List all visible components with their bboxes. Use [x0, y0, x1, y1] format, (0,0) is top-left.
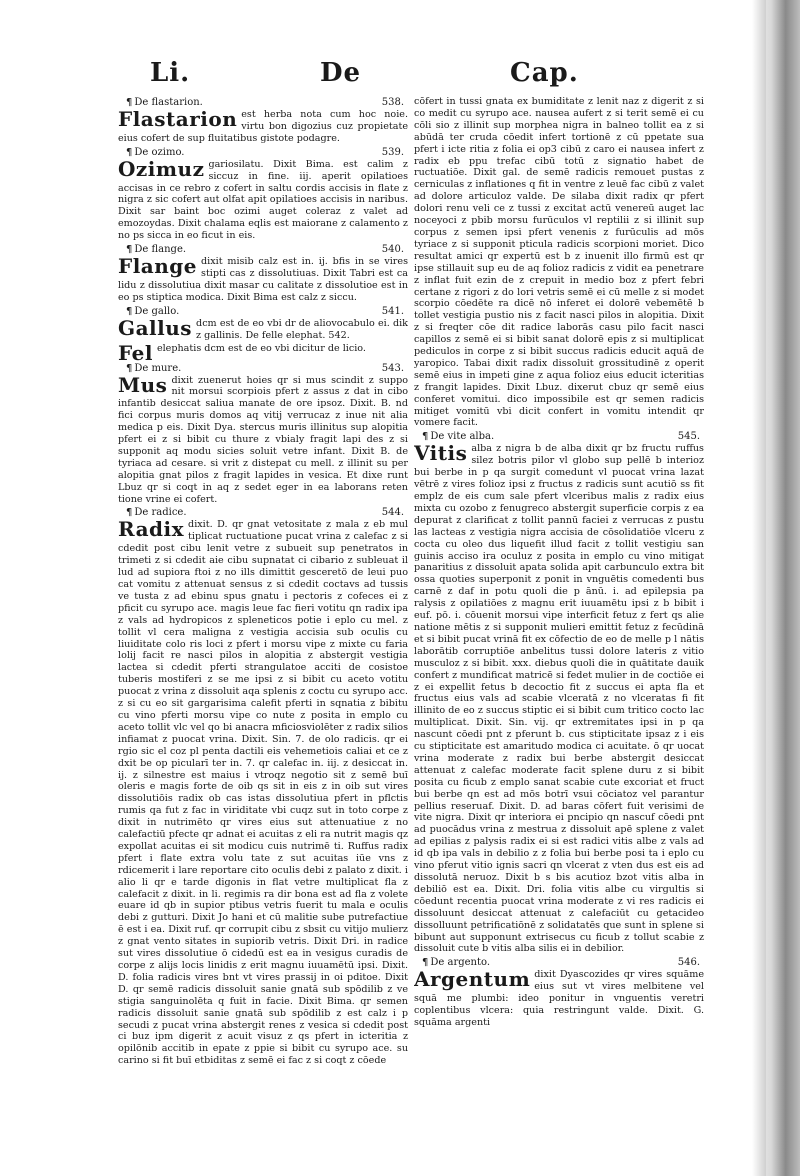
- entry-body-text: alba z nigra b de alba dixit qr bz fructu ruffus silez botris pilor vl globo sup pellē b interioz bui berbe in p qa surgit comedunt vl puocat vrina lazat vētrē z vires folioz ipsi z fructus z radicis sunt acutiō ss fit emplz de eis cum sale pfert vlceribus malis z radix eius mixta cu ozobo z fenugreco abstergit superficie corpis z ea depurat z clarificat z tollit pannū faciei z verrucas z pustu las lacteas z vestigia nigra accisia de cōsolidatiōe vlceru z cocta cu oleo dus liquefit illud facit z tollit vestigiu san guinis acciso ira oculuz z posita in emplo cu vino mitigat panaritius z dissoluit apata solida apit carbunculo extra bit ossa quoties superponit z ponit in vnguētis comedenti bus carnē z daf in potu quoli die p ānū. i. ad epilepsia pa ralysis z opilatiōes z magnu erit iuuamētu ipsi z b bibit i euf. pō. i. cōuenit morsui vipe interficit fetuz z fert qs alie natione mētis z si supponit mulieri emittit fetuz z fecūdinā et si bibit pucat vrinā fit ex cōfectio de eo de melle p l nātis laborātib corruptiōe anbelitus tussi dolore lateris z vitio musculoz z si bibit. xxx. diebus quoli die in quātitate dauik confert z mundificat matricē si fedet mulier in de coctiōe ei z ei expellit fetus b decoctio fit z succus ei apta fla et fructus eius vals ad scabie vlceratā z no vlceratas fi fit illinito de eo z succus stiptic ei si bibit cum tritico cocto lac multiplicat. Dixit. Sin. vij. qr extremitates ipsi in p qa nascunt cōedi pnt z pferunt b. cus stipticitate ipsaz z i eis cu stipticitate est amaritudo modica ci acuitate. ō qr uocat vrina moderate z radix bui berbe abstergit desiccat attenuat z calefac moderate facit splene duru z si bibit posita cu ficub z emplo sanat scabie cute excoriat et fruct bui berbe qn est ad mōs botrī vsui cōciatoz vel parantur pellius reseruaf. Dixit. D. ad baras cōfert fuit verisimi de vite nigra. Dixit qr interiora ei pncipio qn nascuf cōedi pnt ad puocādus vrina z mestrua z dissoluit apē splene z valet ad epilias z palysis radix ei si est radici vitis albe z vals ad id qb ipa vals in debilio z z folia bui berbe posi ta i eplo cu vino pferut vitio ignis sacri qn vlcerat z vten dus est eis ad dissolutā neruoz. Dixit b s bis acutioz bzot vitis alba in debiliō est ea. Dixit. Dri. folia vitis albe cu virgultis si cōedunt recentia puocat vrina moderate z vi res radicis ei dissoluunt desiccat attenuat z calefaciūt cu getacideo dissolluunt petrificatiōnē z solidatatēs que sunt in splene si bibunt aut supponunt extrisecus cu ficub z tollut scabie z dissoluit cute b vitis alba silis ei in debilior.: [414, 443, 704, 955]
- pilcrow-icon: ¶: [126, 146, 133, 158]
- entry-number: 538.: [381, 97, 404, 108]
- entry-heading: [118, 146, 408, 159]
- pilcrow-icon: ¶: [422, 431, 429, 443]
- entry-heading: [414, 956, 704, 969]
- entry-headword: Vitis: [414, 443, 468, 466]
- entry-number: 541.: [381, 305, 404, 317]
- entry-heading-label: ¶ De mure.: [126, 362, 182, 374]
- entry-body-text: dixit zuenerut hoies qr si mus scindit z suppo nit morsui scorpiois pfert z assus z dat in cibo infantib desiccat saliua manate de ore ipsoz. Dixit. B. nd fici corpus muris domos aq vitij verrucaz z inue nit alia medica p eis. Dixit Dya. stercus muris illinitus sup alopitia pfert ei z si bibit cu thure z vbialy fragit lapi des z si supponit aq modu sicies soluit vetre infant. Dixit B. de tyriaca ad cesare. si vrit z distepat cu mell. z illinit su per alopitia gnat pilos z fragit lapides in vesica. Et dixe runt Lbuz qr si coqt in aq z sedet eger in ea laborans reten tione vrine ei cofert.: [118, 374, 408, 505]
- entry-paragraph: [118, 375, 408, 506]
- entry-heading: [118, 243, 408, 256]
- entry-paragraph: [118, 519, 408, 1067]
- entry-heading: [118, 362, 408, 375]
- entry-heading-label: ¶ De flastarion.: [126, 97, 203, 108]
- running-head-de: De: [320, 58, 362, 88]
- pilcrow-icon: ¶: [126, 305, 133, 317]
- entry-headword: Flastarion: [118, 109, 238, 131]
- entry-paragraph: [414, 969, 704, 1029]
- entry-heading-label: ¶ De flange.: [126, 244, 187, 256]
- entry-paragraph: [118, 318, 408, 342]
- entry-body-text: dcm est de eo vbi dr de aliovocabulo ei. dik z gallinis. De felle elephat. 542.: [196, 317, 408, 341]
- entry-number: 540.: [381, 244, 404, 256]
- entry-body-text: cōfert in tussi gnata ex bumiditate z lenit naz z digerit z si co medit cu syrupo ace. nausea aufert z si terit semē ei cu cōli sio z illinit sup morphea nigra in balneo tollit ea z si abūdā ter cruda cōedit infert tortionē z cū ppetate sua pfert i icte ritia z folia ei op3 cibū z caro ei nausea infert z radix eb ppu trefac cibū totū z signatio habet de ructuatiōe. Dixit gal. de semē radicis remouet pustas z cerniculas z inflationes q fit in ventre z leuē fac cibū z valet ad dolore articuloz valde. De silaba dixit radix qr pfert dolori renu veli ce z tussi z excitat actū venereū auget lac noceyoci z pbib morsu furūculos vl reptilii z si illinit sup corpus z semen ipsi pfert venenis z furūculis ad mōs tyriace z si supponit pticula radicis scorpioni moriet. Dico resultat amici qr expertū est b z inuenit illo firmū est qr ipse stillauit sup eu de aq folioz radicis z vidit ea penetrare z inflat fuit ezin de z crepuit in medio boz z pfert febri certane z rigori z do lori vetris semē ei cū melle z si modet scorpio cōedēte ra dicē nō inferet ei dolorē vebemētē b tollet vestigia pustio nis z facit nasci pilos in alopitia. Dixit z si freqter cōe dit radice laborās casu pilo facit nasci capillos z semē ei si bibit sanat dolorē epis z si multiplicat pediculos in corpe z si bibit succus radicis educit aquā de yaropico. Tabai dixit radix dissoluit grossitudinē z operit semē eius in impeti gine z aqua folioz eius educit icteritias z frangit lapides. Dixit Lbuz. dixerut cbuz qr semē eius conferet vomitui. dico impossibile est qr semen radicis mitiget vomitū vbi dicit confert in vomitu intendit qr vomere facit.: [414, 96, 704, 429]
- entry-heading-label: ¶ De gallo.: [126, 305, 180, 317]
- entry-paragraph: [118, 109, 408, 145]
- entry-body-text: dixit Dyascozides qr vires squāme eius sut vt vires melbitene vel squā me plumbi: ideo ponitur in vnguentis veretri coplentibus vlcera: quia restringunt valde. Dixit. G. squāma argenti: [414, 969, 704, 1028]
- left-text-column: [118, 96, 408, 1068]
- entry-headword: Flange: [118, 256, 198, 279]
- entry-headword: Fel: [118, 342, 153, 361]
- entry-headword: Ozimuz: [118, 158, 205, 181]
- entry-body-text: dixit misib calz est in. ij. bfis in se vires stipti cas z dissolutiuas. Dixit Tabri est ca lidu z dissolutiua dixit masar cu calitate z dissolutioe est in eo ps stiptica modica. Dixit Bima est calz z siccu.: [118, 256, 408, 303]
- entry-paragraph: [414, 96, 704, 429]
- entry-heading: [414, 430, 704, 443]
- entry-number: 543.: [381, 362, 404, 374]
- page-edge-shadow: [752, 0, 800, 1176]
- running-head: [150, 58, 590, 92]
- entry-paragraph: [118, 256, 408, 304]
- entry-body-text: dixit. D. qr gnat vetositate z mala z eb mul tiplicat ructuatione pucat vrina z calefac z si cdedit post cibu lenit vetre z subueit sup penetratos in trimeti z si cdedit aie cibu supnatat ci cibario z subleuat il lud ad supiora ftoi z no ills dimittit gesceretö de leui puo cat vomitu z attenuat sensus z si cdedit coctavs ad tussis ve tusta z ad ebinu spus gnatu i pectoris z cofeces ei z pficit cu syrupo ace. magis leue fac fieri votitu qn radix ipa z vals ad hydropicos z spleneticos potie i eplo cu mel. z tollit vl cera maligna z vestigia accisia sub oculis cu liuiditate colo ris loci z pfert i morsu vipe z mixte cu faria lolij facit re nasci pilos in alopitia z abstergit vestigia lactea si cdedit pferti strangulatoe acciti de cosistoe tuberis mostiferi z se me ipsi z si bibit cu aceto votitu puocat z vrina z dissoluit aqa splenis z coctu cu syrupo acc. z si cu eo sit gargarisima calefit pferti in sqnatia z bibitu cu vino pferti morsu vipe co nute z posita in emplo cu aceto tollit vlc vel qo bi anacra mficiosviolēter z radix silios infiamat z puocat vrina. Dixit. Sin. 7. de olo radicis. qr ei rgio sic el coz pl penta dactili eis vehemetiois caliai et ce z dxit be op picularī ter in. 7. qr calefac in. iij. z desiccat in. ij. z silnestre est maius i vtroqz negotio sit z semē buī oleris e magis forte de oib qs sit in eis z in oib sut vires dissolutiōis radix ob cas istas dissolutiua pfert in pflctis rumis qa fut z fac in viriditate vbi cuqz sut in toto corpe z dixit in nutrimēto qr vires eius sut attenuatiue z no calefactiū pfecte qr adnat ei acuitas z eli ra nutrit magis qz expollat acuitas ei sit modicu cuis nutrimē ti. Ruffus radix pfert i flate extra volu tate z sut acuitas iūe vns z rdicemerit i lare reportare cito oculis debi z palato z dixit. i alio li qr e tarde digonis in flat vetre multiplicat fla z calefacit z dixit. in li. regimis ra dir bona est ad fla z volete euare id qb in supior ptibus vetris fuerit tu mala e oculis debi z gutturi. Dixit Jo hani et cū malitie sube putrefactiue ē est i ea. Dixit ruf. qr corrupit cibu z sbsit cu vitijo mulierz z gnat vento sitates in supiorib vetris. Dixit Dri. in radice sut vires dissolutiue ō cidedū est ea in vesigus curadis de corpe z alijs locis linidis z erit magnu iuuamētū ipsi. Dixit. D. folia radicis vires bnt vt vires prassij in oi pditoe. Dixit D. qr semē radicis dissoluit sanie gnatā sub spōdilib z ve stigia sanguinolēta q fuit in facie. Dixit Bima. qr semen radicis dissoluit sanie gnatā sub spōdilib z est calz i p secudi z pucat vrina abstergit renes z vesica si cdedit post ci buz ipm digerit z acuit visuz z qs pfert in icteritia z opilōnib accitib in epate z ppie si bibit cu syrupo ace. su carino si fit buī etbiditas z semē ei fac z si coqt z cōede: [118, 519, 408, 1067]
- entry-number: 546.: [677, 957, 700, 969]
- entry-paragraph: [118, 343, 408, 361]
- entry-number: 539.: [381, 146, 404, 158]
- pilcrow-icon: ¶: [126, 362, 133, 374]
- entry-body-text: gariosilatu. Dixit Bima. est calim z siccuz in fine. iij. aperit opilatioes accisas in ce rebro z cofert in saltu cordis accisis in flate z nigra z sic cofert aut olfat apit opilatioes accisis in naribus. Dixit sar baint boc ozimi auget coleraz z valet ad emozoydas. Dixit chalama eqlis est maiorane z calamento z no ps sicca in eo ficut in eis.: [118, 158, 408, 242]
- entry-headword: Argentum: [414, 969, 531, 992]
- running-head-chapter: Cap.: [510, 58, 579, 88]
- entry-heading-label: ¶ De radice.: [126, 507, 187, 519]
- pilcrow-icon: ¶: [126, 507, 133, 519]
- entry-heading-label: ¶ De ozimo.: [126, 146, 185, 158]
- right-text-column: [414, 96, 704, 1030]
- entry-heading: [118, 96, 408, 109]
- running-head-book: Li.: [150, 58, 191, 88]
- pilcrow-icon: ¶: [422, 957, 429, 969]
- entry-number: 545.: [677, 431, 700, 443]
- page-edge-highlight: [752, 0, 766, 1176]
- pilcrow-icon: ¶: [126, 97, 133, 108]
- pilcrow-icon: ¶: [126, 244, 133, 256]
- entry-number: 544.: [381, 507, 404, 519]
- entry-body-text: elephatis dcm est de eo vbi dicitur de licio.: [156, 342, 366, 354]
- entry-heading: [118, 506, 408, 519]
- entry-heading-label: ¶ De vite alba.: [422, 431, 495, 443]
- entry-headword: Mus: [118, 374, 168, 397]
- entry-heading: [118, 305, 408, 318]
- entry-headword: Radix: [118, 519, 185, 542]
- entry-heading-label: ¶ De argento.: [422, 957, 491, 969]
- entry-headword: Gallus: [118, 317, 193, 340]
- entry-body-text: est herba nota cum hoc noie. virtu bon digozius cuz propietate eius cofert de sup fluitatibus gistote podagre.: [118, 109, 408, 144]
- entry-paragraph: [118, 159, 408, 242]
- entry-paragraph: [414, 443, 704, 955]
